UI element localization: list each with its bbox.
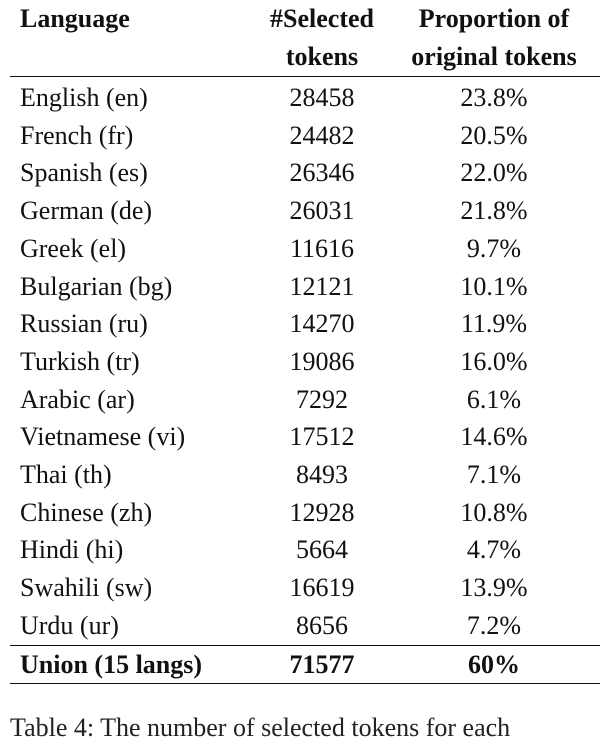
row-selected-tokens: 26031 <box>289 196 355 226</box>
union-row <box>10 645 600 683</box>
table-row <box>10 77 600 117</box>
table-row <box>10 456 600 494</box>
row-proportion: 11.9% <box>460 309 528 339</box>
row-proportion: 20.5% <box>460 120 528 150</box>
token-table-container <box>10 0 600 684</box>
row-proportion: 10.1% <box>460 271 528 301</box>
row-proportion: 23.8% <box>460 83 528 112</box>
table-row <box>10 117 600 155</box>
row-proportion: 14.6% <box>460 422 528 452</box>
row-proportion: 21.8% <box>460 196 528 226</box>
row-selected-tokens: 14270 <box>289 309 355 339</box>
caption-text: Table 4: The number of selected tokens for each <box>10 713 511 742</box>
row-language: Vietnamese (vi) <box>20 422 186 452</box>
header-proportion <box>388 0 600 77</box>
header-language-label: Language <box>20 4 130 33</box>
row-selected-tokens: 28458 <box>289 83 355 112</box>
table-row <box>10 569 600 607</box>
row-language: Urdu (ur) <box>20 610 119 640</box>
header-proportion-line1: Proportion of <box>418 4 570 33</box>
row-language: Bulgarian (bg) <box>20 271 173 301</box>
row-selected-tokens: 24482 <box>289 120 355 150</box>
row-selected-tokens: 12928 <box>289 497 355 527</box>
table-row <box>10 418 600 456</box>
row-proportion: 6.1% <box>466 384 522 414</box>
union-proportion: 60% <box>388 645 600 683</box>
table-row <box>10 381 600 419</box>
table-header-row <box>10 0 600 77</box>
row-proportion: 16.0% <box>460 346 528 376</box>
table-row <box>10 268 600 306</box>
union-selected: 71577 <box>256 645 388 683</box>
row-proportion: 9.7% <box>466 233 522 263</box>
row-selected-tokens: 17512 <box>289 422 355 452</box>
table-caption <box>0 700 602 742</box>
row-language: Greek (el) <box>20 233 127 263</box>
table-row <box>10 305 600 343</box>
union-language: Union (15 langs) <box>10 645 256 683</box>
row-selected-tokens: 12121 <box>289 271 355 301</box>
row-selected-tokens: 8656 <box>296 610 348 640</box>
row-proportion: 7.1% <box>466 460 522 490</box>
row-language: Russian (ru) <box>20 309 148 339</box>
row-language: Swahili (sw) <box>20 573 153 603</box>
table-row <box>10 531 600 569</box>
row-language: English (en) <box>20 83 148 112</box>
table-row <box>10 494 600 532</box>
table-row <box>10 343 600 381</box>
table-body <box>10 77 600 646</box>
row-language: Turkish (tr) <box>20 346 140 376</box>
row-selected-tokens: 7292 <box>296 384 348 414</box>
header-proportion-line2: original tokens <box>411 42 577 71</box>
table-row <box>10 192 600 230</box>
row-language: French (fr) <box>20 120 134 150</box>
table-row <box>10 230 600 268</box>
header-selected-line1: #Selected <box>270 4 374 33</box>
row-language: Hindi (hi) <box>20 535 124 565</box>
row-language: German (de) <box>20 196 153 226</box>
token-selection-table <box>10 0 600 684</box>
header-language <box>10 0 256 77</box>
row-language: Chinese (zh) <box>20 497 153 527</box>
row-selected-tokens: 11616 <box>289 233 355 263</box>
row-proportion: 7.2% <box>466 610 522 640</box>
row-language: Thai (th) <box>20 460 112 490</box>
row-selected-tokens: 19086 <box>289 346 355 376</box>
row-proportion: 10.8% <box>460 497 528 527</box>
header-selected-line2: tokens <box>285 42 359 71</box>
row-proportion: 4.7% <box>466 535 522 565</box>
table-row <box>10 154 600 192</box>
row-selected-tokens: 5664 <box>296 535 348 565</box>
row-proportion: 13.9% <box>460 573 528 603</box>
row-language: Spanish (es) <box>20 158 148 188</box>
row-selected-tokens: 8493 <box>296 460 348 490</box>
header-selected-tokens <box>256 0 388 77</box>
row-language: Arabic (ar) <box>20 384 135 414</box>
row-selected-tokens: 26346 <box>289 158 355 188</box>
row-proportion: 22.0% <box>460 158 528 188</box>
table-row <box>10 607 600 645</box>
row-selected-tokens: 16619 <box>289 573 355 603</box>
